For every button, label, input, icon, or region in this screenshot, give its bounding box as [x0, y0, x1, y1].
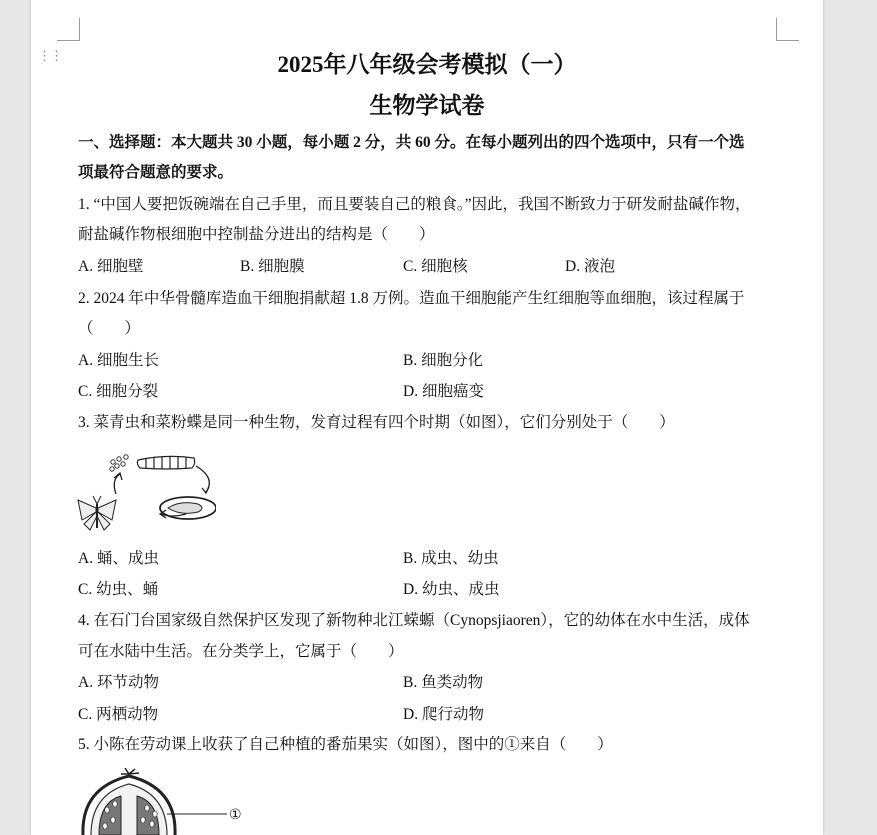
question-5-text: 5. 小陈在劳动课上收获了自己种植的番茄果实（如图），图中的①来自（ ）: [78, 736, 613, 753]
question-4-text-cont: 可在水陆中生活。在分类学上，它属于（ ）: [78, 643, 404, 660]
question-1-option-d: D. 液泡: [565, 258, 615, 275]
question-4-option-b: B. 鱼类动物: [403, 674, 484, 691]
page-corner-mark: [57, 18, 80, 41]
question-3-option-c: C. 幼虫、蛹: [78, 581, 159, 598]
question-3-text: 3. 菜青虫和菜粉蝶是同一种生物，发育过程有四个时期（如图），它们分别处于（ ）: [78, 414, 675, 431]
question-4-text: 4. 在石门台国家级自然保护区发现了新物种北江蝾螈（Cynopsjiaoren），它的幼体在水中生活，成体: [78, 612, 750, 629]
drag-handle-icon[interactable]: ⋮⋮: [38, 48, 62, 63]
section-heading-cont: 项最符合题意的要求。: [78, 164, 234, 181]
section-heading: 一、选择题：本大题共 30 小题，每小题 2 分，共 60 分。在每小题列出的四个选项中，只有一个选: [78, 134, 745, 151]
question-2-text: 2. 2024 年中华骨髓库造血干细胞捐献超 1.8 万例。造血干细胞能产生红细胞等血细胞，该过程属于: [78, 290, 745, 307]
page-title: 2025年八年级会考模拟（一）: [277, 52, 577, 77]
document-page: [31, 0, 823, 835]
question-1-text-cont: 耐盐碱作物根细胞中控制盐分进出的结构是（ ）: [78, 226, 435, 243]
question-2-option-d: D. 细胞癌变: [403, 383, 484, 400]
question-4-option-c: C. 两栖动物: [78, 706, 159, 723]
tomato-cross-section-figure: [77, 768, 247, 835]
question-3-option-d: D. 幼虫、成虫: [403, 581, 500, 598]
question-1-option-c: C. 细胞核: [403, 258, 468, 275]
page-subtitle: 生物学试卷: [369, 93, 485, 118]
question-1-option-b: B. 细胞膜: [240, 258, 305, 275]
question-4-option-d: D. 爬行动物: [403, 706, 484, 723]
butterfly-life-cycle-figure: [76, 448, 216, 536]
question-3-option-b: B. 成虫、幼虫: [403, 550, 499, 567]
page-corner-mark: [776, 18, 799, 41]
question-4-option-a: A. 环节动物: [78, 674, 159, 691]
question-2-option-b: B. 细胞分化: [403, 352, 484, 369]
question-1-option-a: A. 细胞壁: [78, 258, 144, 275]
figure-label-1: ①: [229, 807, 242, 823]
question-2-text-cont: （ ）: [78, 320, 141, 337]
question-1-text: 1. “中国人要把饭碗端在自己手里，而且要装自己的粮食。”因此，我国不断致力于研发耐盐碱作物，: [78, 196, 751, 213]
question-2-option-c: C. 细胞分裂: [78, 383, 159, 400]
question-3-option-a: A. 蛹、成虫: [78, 550, 159, 567]
question-2-option-a: A. 细胞生长: [78, 352, 159, 369]
